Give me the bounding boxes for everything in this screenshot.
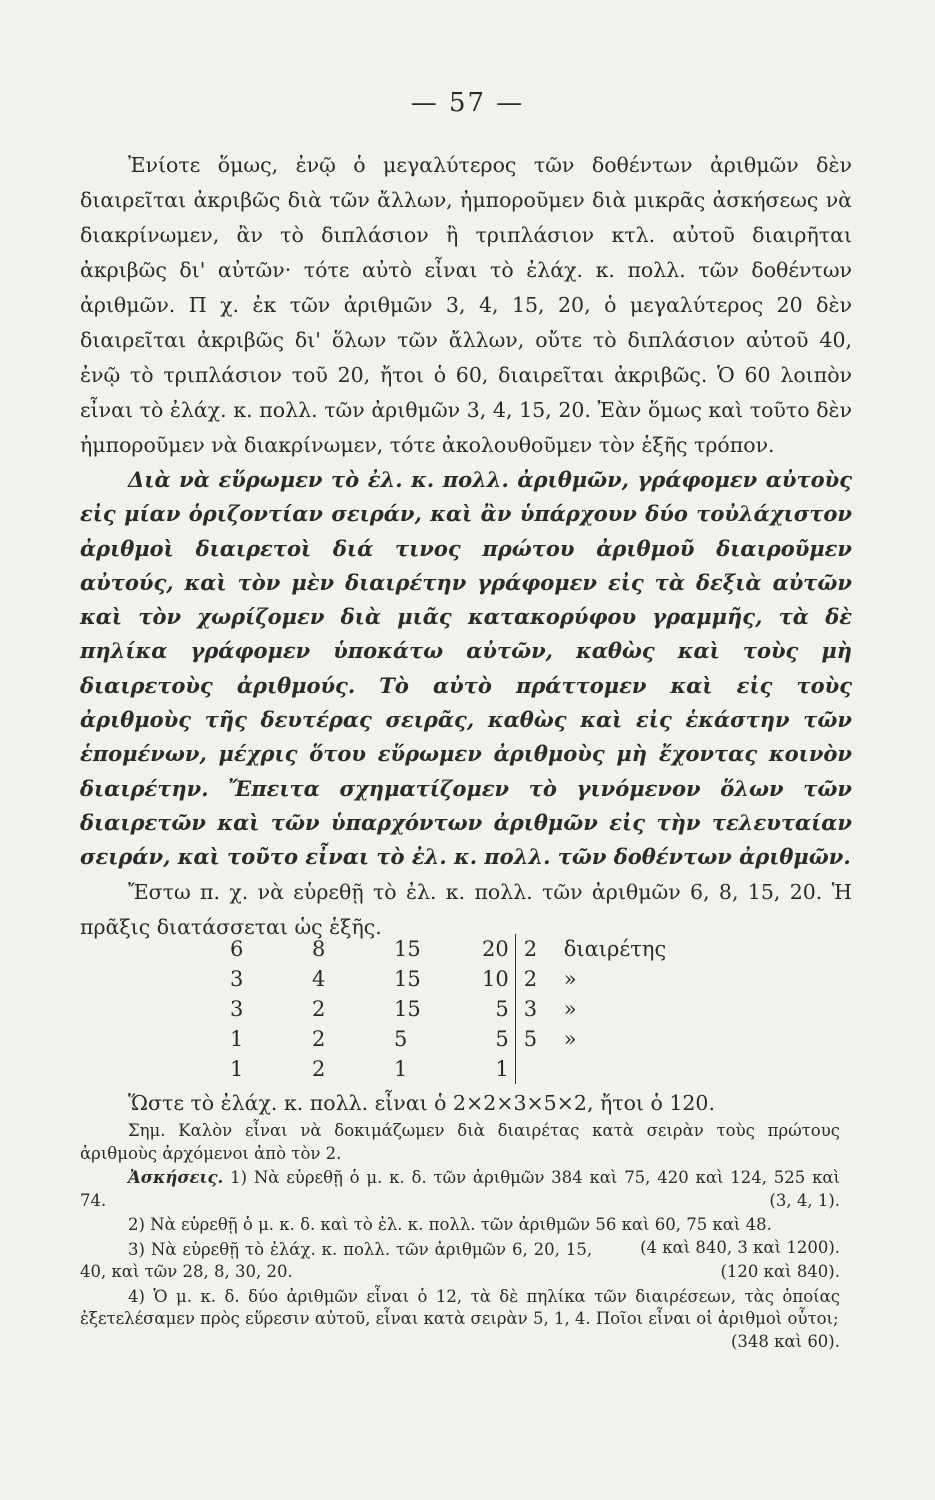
example-intro: Ἔστω π. χ. νὰ εὑρεθῇ τὸ ἐλ. κ. πολλ. τῶν ἀριθμῶν 6, 8, 15, 20. Ἡ πρᾶξις διατάσσεται ὡς ἑξῆς. — [80, 879, 852, 939]
table-cell: 2 — [312, 1027, 326, 1051]
table-cell: 15 — [394, 937, 421, 961]
exercise-4 — [80, 1286, 840, 1351]
result-line — [80, 1088, 852, 1118]
divisor-cell: 2 — [515, 964, 564, 994]
table-cell: 10 — [482, 967, 509, 991]
exercise-4-text: 4) Ὁ μ. κ. δ. δύο ἀριθμῶν εἶναι ὁ 12, τὰ δὲ πηλίκα τῶν διαιρέσεων, τὰς ὁποίας ἐξετελέσαμεν πρὸς εὕρεσιν αὐτοῦ, εἶναι κατὰ σειρὰν 5, 1, 4. Ποῖοι εἶναι οἱ ἀριθμοὶ οὗτοι; — [80, 1286, 840, 1328]
table-cell: 6 — [230, 937, 244, 961]
table-cell: 4 — [312, 967, 326, 991]
exercise-1-answer: (3, 4, 1). — [769, 1190, 840, 1210]
table-cell: 3 — [230, 997, 244, 1021]
exercise-2 — [80, 1214, 840, 1257]
table-cell: 5 — [495, 997, 509, 1021]
page-number: — 57 — — [410, 88, 525, 118]
table-cell: 1 — [230, 1027, 244, 1051]
table-row — [230, 1024, 704, 1054]
table-row — [230, 994, 704, 1024]
result-text: Ὥστε τὸ ἐλάχ. κ. πολλ. εἶναι ὁ 2×2×3×5×2, ἤτοι ὁ 120. — [128, 1091, 715, 1115]
table-cell: 20 — [482, 937, 509, 961]
table-cell: 1 — [394, 1057, 408, 1081]
exercise-1 — [80, 1167, 840, 1212]
table-cell: 1 — [230, 1057, 244, 1081]
table-row — [230, 934, 704, 964]
table-cell: 2 — [312, 1057, 326, 1081]
table-cell: 5 — [394, 1027, 408, 1051]
notes-section — [80, 1120, 840, 1353]
divisor-label — [564, 1054, 704, 1084]
table-cell: 15 — [394, 967, 421, 991]
divisor-label: διαιρέτης — [563, 937, 667, 961]
rule-paragraph: Διὰ νὰ εὕρωμεν τὸ ἐλ. κ. πολλ. ἀριθμῶν, γράφομεν αὐτοὺς εἰς μίαν ὁριζοντίαν σειράν, καὶ ἂν ὑπάρχουν δύο τοὐλάχιστον ἀριθμοὶ διαιρετοὶ διά τινος πρώτου ἀριθμοῦ διαιροῦμεν αὐτούς, καὶ τὸν μὲν διαιρέτην γράφομεν εἰς τὰ δεξιὰ αὐτῶν καὶ τὸν χωρίζομεν διὰ μιᾶς κατακορύφου γραμμῆς, τὰ δὲ πηλίκα γράφομεν ὑποκάτω αὐτῶν, καθὼς καὶ τοὺς μὴ διαιρετοὺς ἀριθμούς. Τὸ αὐτὸ πράττομεν καὶ εἰς τοὺς ἀριθμοὺς τῆς δευτέρας σειρᾶς, καθὼς καὶ εἰς ἑκάστην τῶν ἑπομένων, μέχρις ὅτου εὕρωμεν ἀριθμοὺς μὴ ἔχοντας κοινὸν διαιρέτην. Ἔπειτα σχηματίζομεν τὸ γινόμενον ὅλων τῶν διαιρετῶν καὶ τῶν ὑπαρχόντων ἀριθμῶν εἰς τὴν τελευταίαν σειράν, καὶ τοῦτο εἶναι τὸ ἐλ. κ. πολλ. τῶν δοθέντων ἀριθμῶν. — [80, 467, 852, 870]
table-cell: 1 — [495, 1057, 509, 1081]
exercise-2-text: 2) Νὰ εὑρεθῇ ὁ μ. κ. δ. καὶ τὸ ἐλ. κ. πολλ. τῶν ἀριθμῶν 56 καὶ 60, 75 καὶ 48. — [128, 1215, 772, 1234]
table-cell: 2 — [312, 997, 326, 1021]
note-text: Σημ. Καλὸν εἶναι νὰ δοκιμάζωμεν διὰ διαιρέτας κατὰ σειρὰν τοὺς πρώτους ἀριθμοὺς ἀρχόμενοι ἀπὸ τὸν 2. — [80, 1121, 840, 1163]
exercise-2-answer: (4 καὶ 840, 3 καὶ 1200). — [640, 1237, 840, 1257]
exercise-1-text: 1) Νὰ εὑρεθῇ ὁ μ. κ. δ. τῶν ἀριθμῶν 384 καὶ 75, 420 καὶ 124, 525 καὶ 74. — [80, 1168, 840, 1210]
divisor-cell: 3 — [515, 994, 564, 1024]
divisor-label: » — [563, 967, 577, 991]
exercise-4-answer: (348 καὶ 60). — [730, 1331, 840, 1351]
divisor-cell: 5 — [515, 1024, 564, 1054]
table-row — [230, 964, 704, 994]
exercise-3-text: 3) Νὰ εὑρεθῇ τὸ ἐλάχ. κ. πολλ. τῶν ἀριθμῶν 6, 20, 15, 40, καὶ τῶν 28, 8, 30, 20. — [80, 1239, 593, 1281]
lcm-table — [230, 934, 704, 1084]
main-text — [80, 148, 852, 945]
divisor-label: » — [563, 1027, 577, 1051]
divisor-label: » — [563, 997, 577, 1021]
table-cell: 3 — [230, 967, 244, 991]
table-cell: 15 — [394, 997, 421, 1021]
table-cell: 5 — [495, 1027, 509, 1051]
intro-paragraph: Ἐνίοτε ὅμως, ἐνῷ ὁ μεγαλύτερος τῶν δοθέντων ἀριθμῶν δὲν διαιρεῖται ἀκριβῶς διὰ τῶν ἄλλων, ἠμποροῦμεν διὰ μικρᾶς ἀσκήσεως νὰ διακρίνωμεν, ἂν τὸ διπλάσιον ἢ τριπλάσιον κτλ. αὐτοῦ διαιρῆται ἀκριβῶς δι' αὐτῶν· τότε αὐτὸ εἶναι τὸ ἐλάχ. κ. πολλ. τῶν δοθέντων ἀριθμῶν. Π χ. ἐκ τῶν ἀριθμῶν 3, 4, 15, 20, ὁ μεγαλύτερος 20 δὲν διαιρεῖται ἀκριβῶς δι' ὅλων τῶν ἄλλων, οὔτε τὸ διπλάσιον αὐτοῦ 40, ἐνῷ τὸ τριπλάσιον τοῦ 20, ἤτοι ὁ 60, διαιρεῖται ἀκριβῶς. Ὁ 60 λοιπὸν εἶναι τὸ ἐλάχ. κ. πολλ. τῶν ἀριθμῶν 3, 4, 15, 20. Ἐὰν ὅμως καὶ τοῦτο δὲν ἠμποροῦμεν νὰ διακρίνωμεν, τότε ἀκολουθοῦμεν τὸν ἑξῆς τρόπον. — [80, 153, 852, 457]
table-row — [230, 1054, 704, 1084]
divisor-cell — [515, 1054, 564, 1084]
exercises-title: Ἀσκήσεις. — [128, 1168, 224, 1187]
divisor-cell: 2 — [515, 934, 564, 964]
exercise-3-answer: (120 καὶ 840). — [720, 1262, 840, 1281]
table-cell: 8 — [312, 937, 326, 961]
